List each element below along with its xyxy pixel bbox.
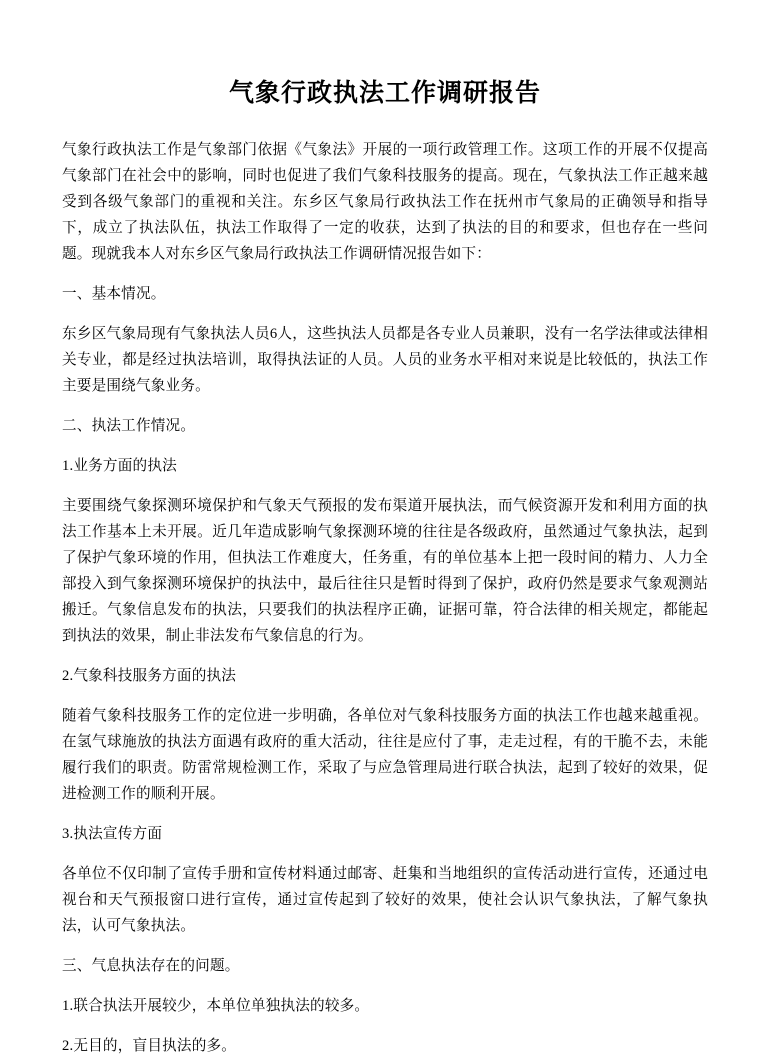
heading-section-2: 二、执法工作情况。 <box>62 417 196 434</box>
heading-subsection-2-3: 3.执法宣传方面 <box>62 825 163 842</box>
paragraph-problem-2: 2.无目的，盲目执法的多。 <box>62 1037 237 1054</box>
paragraph-intro: 气象行政执法工作是气象部门依据《气象法》开展的一项行政管理工作。这项工作的开展不仅提高气象部门在社会中的影响，同时也促进了我们气象科技服务的提高。现在，气象执法工作正越来越受到各级气象部门的重视和关注。东乡区气象局行政执法工作在抚州市气象局的正确领导和指导下，成立了执法队伍，执法工作取得了一定的收获，达到了执法的目的和要求，但也存在一些问题。现就我本人对东乡区气象局行政执法工作调研情况报告如下： <box>62 141 708 262</box>
paragraph-business-enforcement: 主要围绕气象探测环境保护和气象天气预报的发布渠道开展执法，而气候资源开发和利用方面的执法工作基本上未开展。近几年造成影响气象探测环境的往往是各级政府，虽然通过气象执法，起到了保护气象环境的作用，但执法工作难度大，任务重，有的单位基本上把一段时间的精力、人力全部投入到气象探测环境保护的执法中，最后往往只是暂时得到了保护，政府仍然是要求气象观测站搬迁。气象信息发布的执法，只要我们的执法程序正确，证据可靠，符合法律的相关规定，都能起到执法的效果，制止非法发布气象信息的行为。 <box>62 497 708 644</box>
heading-subsection-2-1: 1.业务方面的执法 <box>62 457 177 474</box>
paragraph-basic-situation: 东乡区气象局现有气象执法人员6人，这些执法人员都是各专业人员兼职，没有一名学法律或法律相关专业，都是经过执法培训，取得执法证的人员。人员的业务水平相对来说是比较低的，执法工作主要是围绕气象业务。 <box>62 325 708 394</box>
page-title: 气象行政执法工作调研报告 <box>228 80 541 107</box>
heading-section-3: 三、气息执法存在的问题。 <box>62 957 240 974</box>
paragraph-publicity: 各单位不仅印制了宣传手册和宣传材料通过邮寄、赶集和当地组织的宣传活动进行宣传，还通过电视台和天气预报窗口进行宣传，通过宣传起到了较好的效果，使社会认识气象执法，了解气象执法，认可气象执法。 <box>62 865 708 934</box>
paragraph-problem-1: 1.联合执法开展较少，本单位单独执法的较多。 <box>62 997 370 1014</box>
heading-subsection-2-2: 2.气象科技服务方面的执法 <box>62 667 237 684</box>
paragraph-tech-service-enforcement: 随着气象科技服务工作的定位进一步明确，各单位对气象科技服务方面的执法工作也越来越重视。在氢气球施放的执法方面遇有政府的重大活动，往往是应付了事，走走过程，有的干脆不去，未能履行我们的职责。防雷常规检测工作，采取了与应急管理局进行联合执法，起到了较好的效果，促进检测工作的顺利开展。 <box>62 707 708 802</box>
heading-section-1: 一、基本情况。 <box>62 285 166 302</box>
